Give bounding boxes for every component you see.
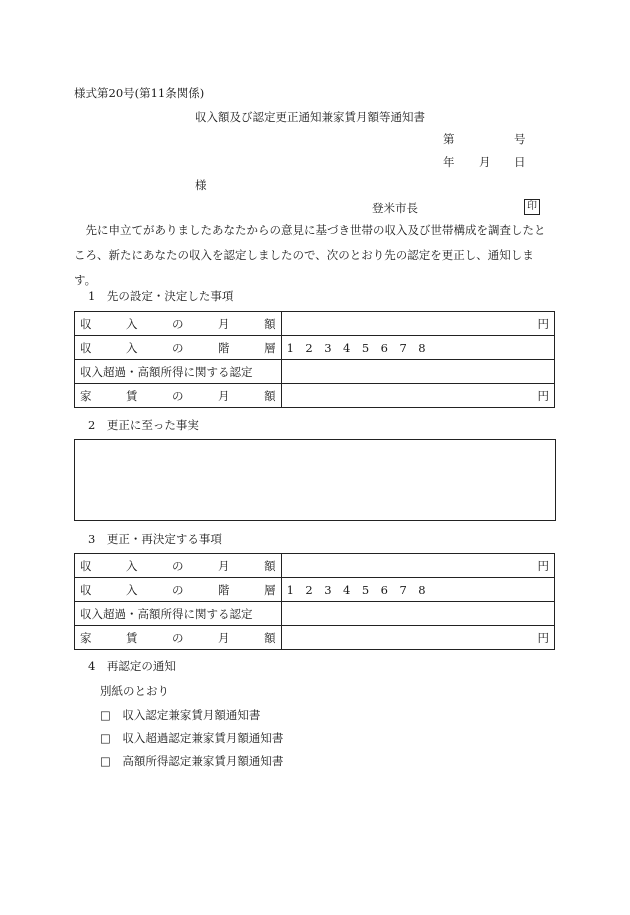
document-title: 収入額及び認定更正通知兼家賃月額等通知書 — [195, 110, 425, 124]
number-dai: 第 — [443, 132, 455, 146]
value-excess-income[interactable] — [281, 602, 554, 626]
date-year: 年 — [443, 155, 455, 169]
value-income-bracket[interactable]: 1 2 3 4 5 6 7 8 — [281, 336, 554, 360]
date-day: 日 — [514, 155, 526, 169]
value-rent-monthly[interactable]: 円 — [281, 384, 554, 408]
value-income-bracket[interactable]: 1 2 3 4 5 6 7 8 — [281, 578, 554, 602]
section1-table — [74, 311, 555, 408]
option-income-certification[interactable]: □ 収入認定兼家賃月額通知書 — [100, 708, 261, 722]
value-rent-monthly[interactable]: 円 — [281, 626, 554, 650]
option-high-income-certification[interactable]: □ 高額所得認定兼家賃月額通知書 — [100, 754, 284, 768]
table-row — [75, 602, 555, 626]
table-row — [75, 360, 555, 384]
section4-note: 別紙のとおり — [100, 684, 169, 698]
addressee-sama: 様 — [195, 178, 207, 192]
number-go: 号 — [514, 132, 526, 146]
section4-heading: 4 再認定の通知 — [88, 659, 176, 673]
table-row — [75, 554, 555, 578]
label-income-monthly: 収 入 の 月 額 — [75, 554, 282, 578]
label-income-bracket: 収 入 の 階 層 — [75, 578, 282, 602]
facts-box[interactable] — [74, 439, 556, 521]
date-month: 月 — [479, 155, 491, 169]
value-income-monthly[interactable]: 円 — [281, 312, 554, 336]
section3-heading: 3 更正・再決定する事項 — [88, 532, 222, 546]
label-rent-monthly: 家 賃 の 月 額 — [75, 384, 282, 408]
label-income-bracket: 収 入 の 階 層 — [75, 336, 282, 360]
table-row — [75, 312, 555, 336]
label-excess-income: 収入超過・高額所得に関する認定 — [75, 360, 282, 384]
section2-heading: 2 更正に至った事実 — [88, 418, 199, 432]
table-row — [75, 626, 555, 650]
label-rent-monthly: 家 賃 の 月 額 — [75, 626, 282, 650]
form-number: 様式第20号(第11条関係) — [74, 86, 205, 100]
table-row — [75, 336, 555, 360]
section1-heading: 1 先の設定・決定した事項 — [88, 289, 234, 303]
intro-paragraph: 先に申立てがありましたあなたからの意見に基づき世帯の収入及び世帯構成を調査したところ、新たにあなたの収入を認定しましたので、次のとおり先の認定を更正し、通知します。 — [74, 223, 546, 287]
value-excess-income[interactable] — [281, 360, 554, 384]
option-excess-income-certification[interactable]: □ 収入超過認定兼家賃月額通知書 — [100, 731, 284, 745]
label-excess-income: 収入超過・高額所得に関する認定 — [75, 602, 282, 626]
section3-table — [74, 553, 555, 650]
table-row — [75, 384, 555, 408]
seal-stamp: 印 — [524, 199, 540, 215]
issuer-name: 登米市長 — [372, 201, 418, 215]
table-row — [75, 578, 555, 602]
label-income-monthly: 収 入 の 月 額 — [75, 312, 282, 336]
value-income-monthly[interactable]: 円 — [281, 554, 554, 578]
